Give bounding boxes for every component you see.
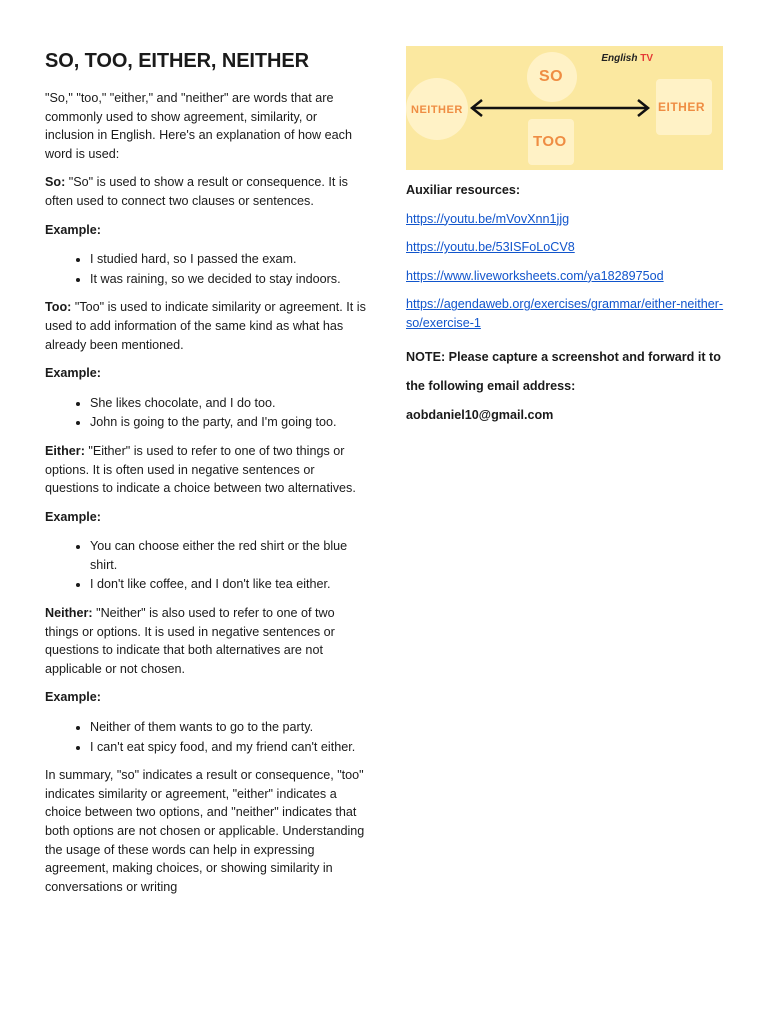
list-item: • I can't eat spicy food, and my friend can't either. — [90, 738, 367, 757]
main-content — [45, 48, 367, 906]
banner-word-too: TOO — [533, 133, 567, 150]
resource-link-2[interactable]: https://youtu.be/53ISFoLoCV8 — [406, 240, 575, 255]
example-list-either — [45, 537, 367, 594]
banner-word-neither: NEITHER — [411, 104, 463, 116]
sidebar — [406, 46, 726, 430]
resources-label: Auxiliar resources: — [406, 183, 521, 197]
resource-link-1[interactable]: https://youtu.be/mVovXnn1jjg — [406, 211, 570, 226]
term-neither: Neither: — [45, 606, 93, 621]
banner-image — [406, 46, 723, 170]
list-item: • You can choose either the red shirt or the blue shirt. — [90, 537, 367, 574]
definition-so: "So" is used to show a result or consequence. It is often used to connect two clauses or sentences. — [45, 175, 348, 208]
term-too: Too: — [45, 300, 72, 315]
english-tv-logo: English TV — [601, 53, 653, 64]
example-list-so — [45, 250, 367, 288]
section-so-definition — [45, 173, 367, 210]
intro-paragraph: "So," "too," "either," and "neither" are words that are commonly used to show agreement, similarity, or inclusion in English. Here's an explanation of how each word is used: — [45, 91, 352, 161]
page-title: SO, TOO, EITHER, NEITHER — [45, 50, 309, 72]
definition-either: "Either" is used to refer to one of two things or options. It is often used in negative sentences or questions to indicate a choice between two alternatives. — [45, 443, 356, 496]
list-item: • John is going to the party, and I'm going too. — [90, 413, 367, 432]
list-item: • It was raining, so we decided to stay indoors. — [90, 270, 367, 289]
resource-link-3[interactable]: https://www.liveworksheets.com/ya1828975od — [406, 268, 664, 283]
list-item: • I don't like coffee, and I don't like tea either. — [90, 575, 367, 594]
resource-link-4[interactable]: https://agendaweb.org/exercises/grammar/either-neither-so/exercise-1 — [406, 297, 724, 330]
example-list-too — [45, 394, 367, 432]
section-too-definition — [45, 298, 367, 354]
example-label: Example: — [45, 690, 101, 705]
list-item: • I studied hard, so I passed the exam. — [90, 250, 367, 269]
definition-neither: "Neither" is also used to refer to one of two things or options. It is used in negative sentences or questions to indicate that both alternatives are not applicable or not chosen. — [45, 606, 335, 676]
list-item: • Neither of them wants to go to the party. — [90, 718, 367, 737]
term-either: Either: — [45, 443, 85, 458]
note-line-2: the following email address: aobdaniel10@gmail.com — [406, 378, 576, 422]
list-item: • She likes chocolate, and I do too. — [90, 394, 367, 413]
summary-paragraph: In summary, "so" indicates a result or consequence, "too" indicates similarity or agreement, "either" indicates a choice between two options, and "neither" indicates that both options are not chosen or applicable. Understanding the usage of these words can help in expressing agreement, making choices, or showing similarity in conversations or writing — [45, 768, 365, 894]
example-label: Example: — [45, 222, 101, 237]
definition-too: "Too" is used to indicate similarity or agreement. It is used to add information of the same kind as what has already been mentioned. — [45, 300, 366, 352]
term-so: So: — [45, 175, 66, 190]
double-arrow-icon — [468, 98, 652, 118]
example-label: Example: — [45, 509, 101, 524]
section-neither-definition — [45, 604, 367, 678]
example-list-neither — [45, 718, 367, 756]
section-either-definition — [45, 442, 367, 498]
banner-word-either: EITHER — [658, 100, 706, 114]
banner-word-so: SO — [539, 68, 564, 85]
note-line-1: NOTE: Please capture a screenshot and forward it to — [406, 349, 721, 364]
example-label: Example: — [45, 366, 101, 381]
